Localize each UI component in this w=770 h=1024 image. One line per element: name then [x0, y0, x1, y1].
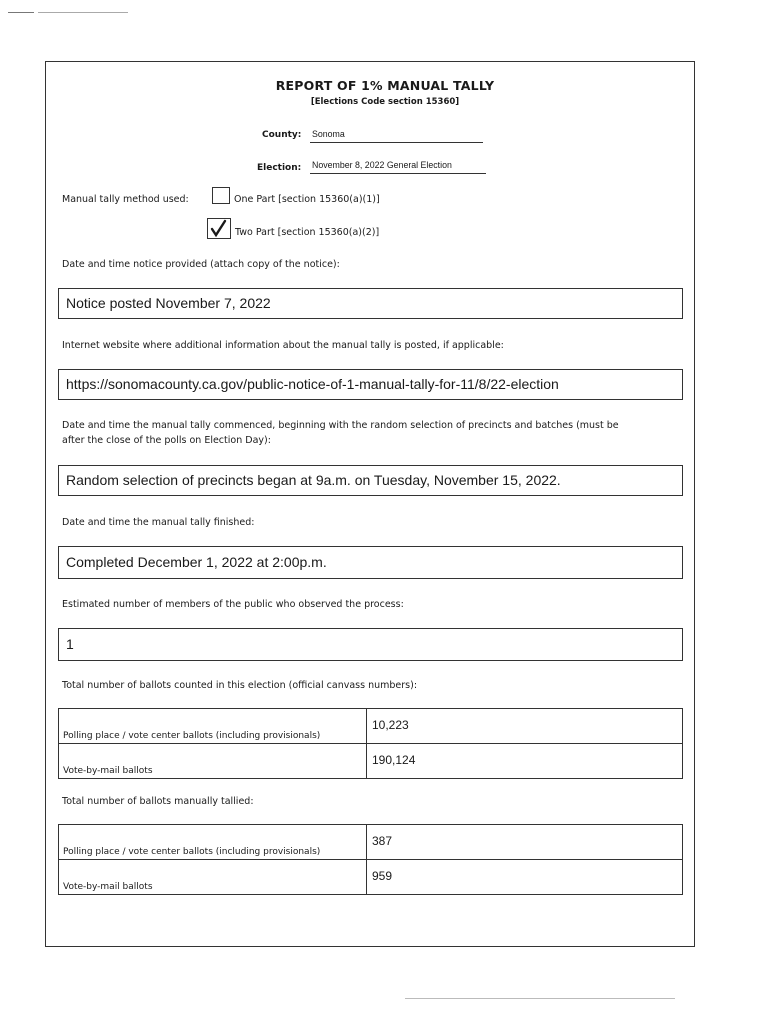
one-part-checkbox[interactable]: [212, 187, 230, 204]
row-label: Polling place / vote center ballots (including provisionals): [59, 825, 367, 860]
website-field[interactable]: [58, 369, 683, 400]
finished-label: Date and time the manual tally finished:: [62, 517, 255, 528]
scan-mark: [405, 998, 675, 999]
polling-ballots-tallied-field[interactable]: 387: [367, 825, 683, 860]
finished-field[interactable]: [58, 546, 683, 579]
method-label: Manual tally method used:: [62, 194, 189, 205]
observers-value: 1: [66, 636, 74, 652]
election-field[interactable]: [310, 159, 486, 174]
notice-label: Date and time notice provided (attach copy of the notice):: [62, 259, 340, 270]
two-part-label: Two Part [section 15360(a)(2)]: [235, 227, 380, 238]
row-label: Polling place / vote center ballots (including provisionals): [59, 709, 367, 744]
notice-field[interactable]: [58, 288, 683, 319]
scan-mark: [8, 12, 34, 13]
notice-value: Notice posted November 7, 2022: [66, 295, 271, 311]
report-subtitle: [Elections Code section 15360]: [310, 97, 460, 107]
commenced-label-line1: Date and time the manual tally commenced, beginning with the random selection of precincts and batches (must be: [62, 420, 619, 431]
election-label: Election:: [257, 163, 302, 173]
row-label: Vote-by-mail ballots: [59, 744, 367, 779]
table-row: [59, 860, 683, 895]
mail-ballots-tallied-field[interactable]: 959: [367, 860, 683, 895]
county-label: County:: [262, 130, 302, 140]
website-value: https://sonomacounty.ca.gov/public-notice-of-1-manual-tally-for-11/8/22-election: [66, 376, 559, 392]
table-row: [59, 709, 683, 744]
election-value: November 8, 2022 General Election: [312, 160, 452, 170]
two-part-checkbox[interactable]: [207, 218, 231, 239]
checkmark-icon: [208, 219, 230, 238]
ballots-tallied-label: Total number of ballots manually tallied:: [62, 796, 254, 807]
observers-label: Estimated number of members of the public who observed the process:: [62, 599, 404, 610]
one-part-label: One Part [section 15360(a)(1)]: [234, 194, 380, 205]
commenced-label-line2: after the close of the polls on Election Day):: [62, 435, 271, 446]
ballots-counted-label: Total number of ballots counted in this election (official canvass numbers):: [62, 680, 418, 691]
table-row: [59, 744, 683, 779]
finished-value: Completed December 1, 2022 at 2:00p.m.: [66, 554, 327, 570]
website-label: Internet website where additional information about the manual tally is posted, if applicable:: [62, 340, 504, 351]
scan-mark: [38, 12, 128, 13]
report-title: REPORT OF 1% MANUAL TALLY: [275, 78, 495, 93]
mail-ballots-counted-field[interactable]: 190,124: [367, 744, 683, 779]
row-label: Vote-by-mail ballots: [59, 860, 367, 895]
county-field[interactable]: [310, 128, 483, 143]
table-row: [59, 825, 683, 860]
observers-field[interactable]: [58, 628, 683, 661]
county-value: Sonoma: [312, 129, 345, 139]
polling-ballots-counted-field[interactable]: 10,223: [367, 709, 683, 744]
commenced-value: Random selection of precincts began at 9a.m. on Tuesday, November 15, 2022.: [66, 472, 561, 488]
ballots-counted-table: [58, 708, 683, 779]
ballots-tallied-table: [58, 824, 683, 895]
commenced-field[interactable]: [58, 465, 683, 496]
